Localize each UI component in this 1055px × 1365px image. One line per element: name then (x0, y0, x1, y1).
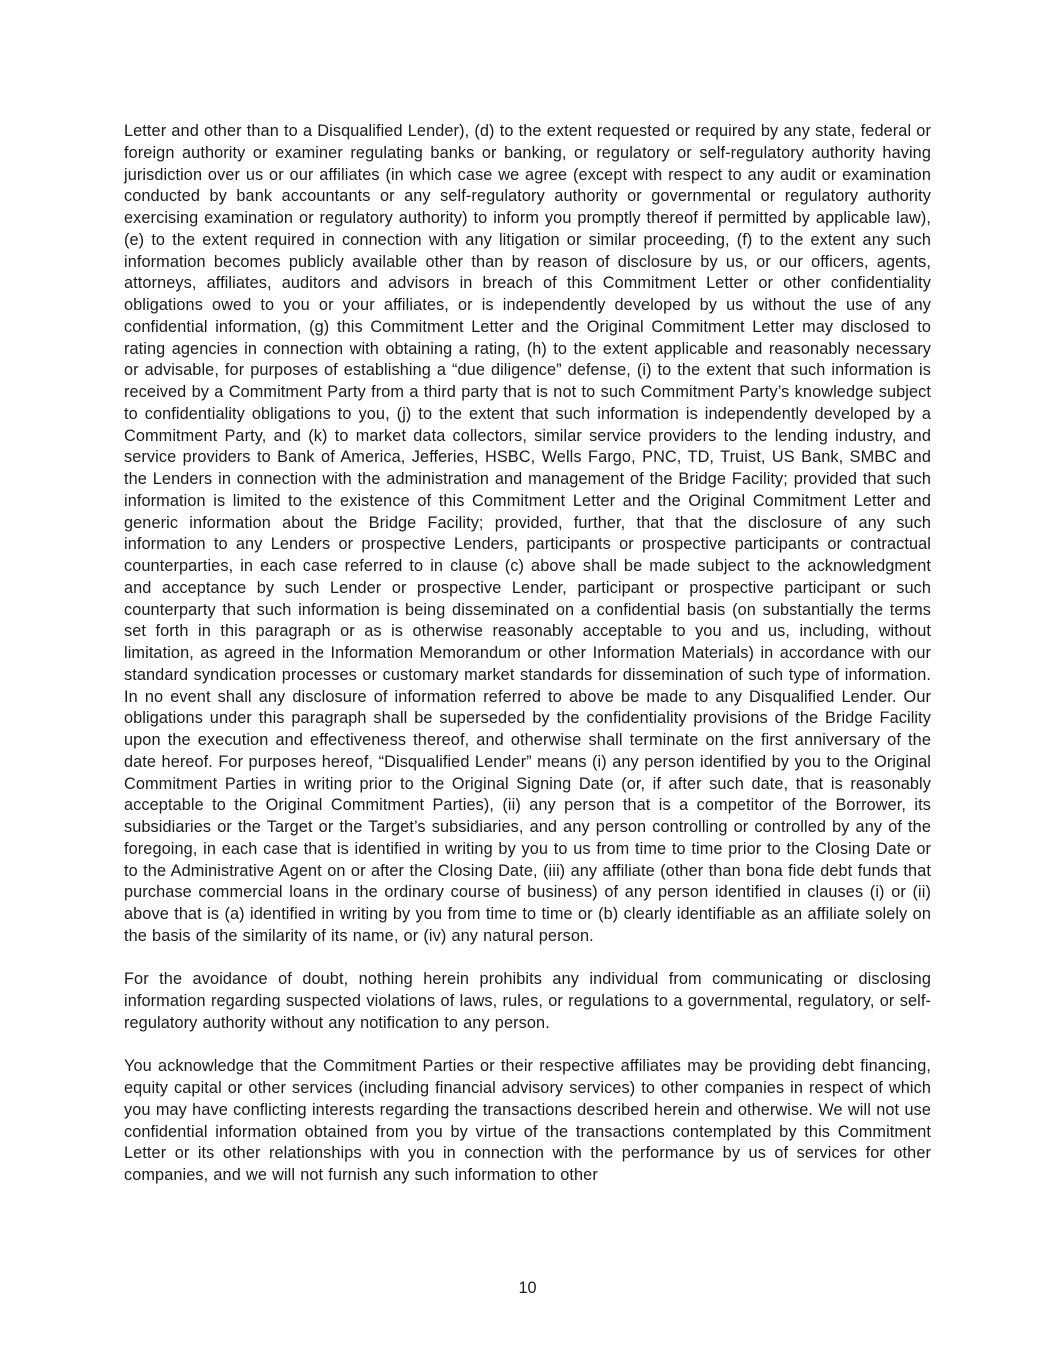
paragraph-confidentiality-exceptions: Letter and other than to a Disqualified Lender), (d) to the extent requested or required by any state, federal or foreign authority or examiner regulating banks or banking, or regulatory or self-regulatory authority having jurisdiction over us or our affiliates (in which case we agree (except with respect to any audit or examination conducted by bank accountants or any self-regulatory authority or governmental or regulatory authority exercising examination or regulatory authority) to inform you promptly thereof if permitted by applicable law), (e) to the extent required in connection with any litigation or similar proceeding, (f) to the extent any such information becomes publicly available other than by reason of disclosure by us, or our officers, agents, attorneys, affiliates, auditors and advisors in breach of this Commitment Letter or other confidentiality obligations owed to you or your affiliates, or is independently developed by us without the use of any confidential information, (g) this Commitment Letter and the Original Commitment Letter may disclosed to rating agencies in connection with obtaining a rating, (h) to the extent applicable and reasonably necessary or advisable, for purposes of establishing a “due diligence” defense, (i) to the extent that such information is received by a Commitment Party from a third party that is not to such Commitment Party’s knowledge subject to confidentiality obligations to you, (j) to the extent that such information is independently developed by a Commitment Party, and (k) to market data collectors, similar service providers to the lending industry, and service providers to Bank of America, Jefferies, HSBC, Wells Fargo, PNC, TD, Truist, US Bank, SMBC and the Lenders in connection with the administration and management of the Bridge Facility; provided that such information is limited to the existence of this Commitment Letter and the Original Commitment Letter and generic information about the Bridge Facility; provided, further, that that the disclosure of any such information to any Lenders or prospective Lenders, participants or prospective participants or contractual counterparties, in each case referred to in clause (c) above shall be made subject to the acknowledgment and acceptance by such Lender or prospective Lender, participant or prospective participant or such counterparty that such information is being disseminated on a confidential basis (on substantially the terms set forth in this paragraph or as is otherwise reasonably acceptable to you and us, including, without limitation, as agreed in the Information Memorandum or other Information Materials) in accordance with our standard syndication processes or customary market standards for dissemination of such type of information. In no event shall any disclosure of information referred to above be made to any Disqualified Lender. Our obligations under this paragraph shall be superseded by the confidentiality provisions of the Bridge Facility upon the execution and effectiveness thereof, and otherwise shall terminate on the first anniversary of the date hereof. For purposes hereof, “Disqualified Lender” means (i) any person identified by you to the Original Commitment Parties in writing prior to the Original Signing Date (or, if after such date, that is reasonably acceptable to the Original Commitment Parties), (ii) any person that is a competitor of the Borrower, its subsidiaries or the Target or the Target’s subsidiaries, and any person controlling or controlled by any of the foregoing, in each case that is identified in writing by you to us from time to time prior to the Closing Date or to the Administrative Agent on or after the Closing Date, (iii) any affiliate (other than bona fide debt funds that purchase commercial loans in the ordinary course of business) of any person identified in clauses (i) or (ii) above that is (a) identified in writing by you from time to time or (b) clearly identifiable as an affiliate solely on the basis of the similarity of its name, or (iv) any natural person. (124, 122, 931, 945)
paragraph-avoidance-of-doubt: For the avoidance of doubt, nothing herein prohibits any individual from communicating or disclosing information regarding suspected violations of laws, rules, or regulations to a governmental, regulatory, or self-regulatory authority without any notification to any person. (124, 970, 931, 1032)
page-number: 10 (518, 1279, 537, 1297)
paragraph-acknowledgement: You acknowledge that the Commitment Parties or their respective affiliates may be providing debt financing, equity capital or other services (including financial advisory services) to other companies in respect of which you may have conflicting interests regarding the transactions described herein and otherwise. We will not use confidential information obtained from you by virtue of the transactions contemplated by this Commitment Letter or its other relationships with you in connection with the performance by us of services for other companies, and we will not furnish any such information to other (124, 1057, 931, 1184)
body-text (124, 121, 931, 1187)
